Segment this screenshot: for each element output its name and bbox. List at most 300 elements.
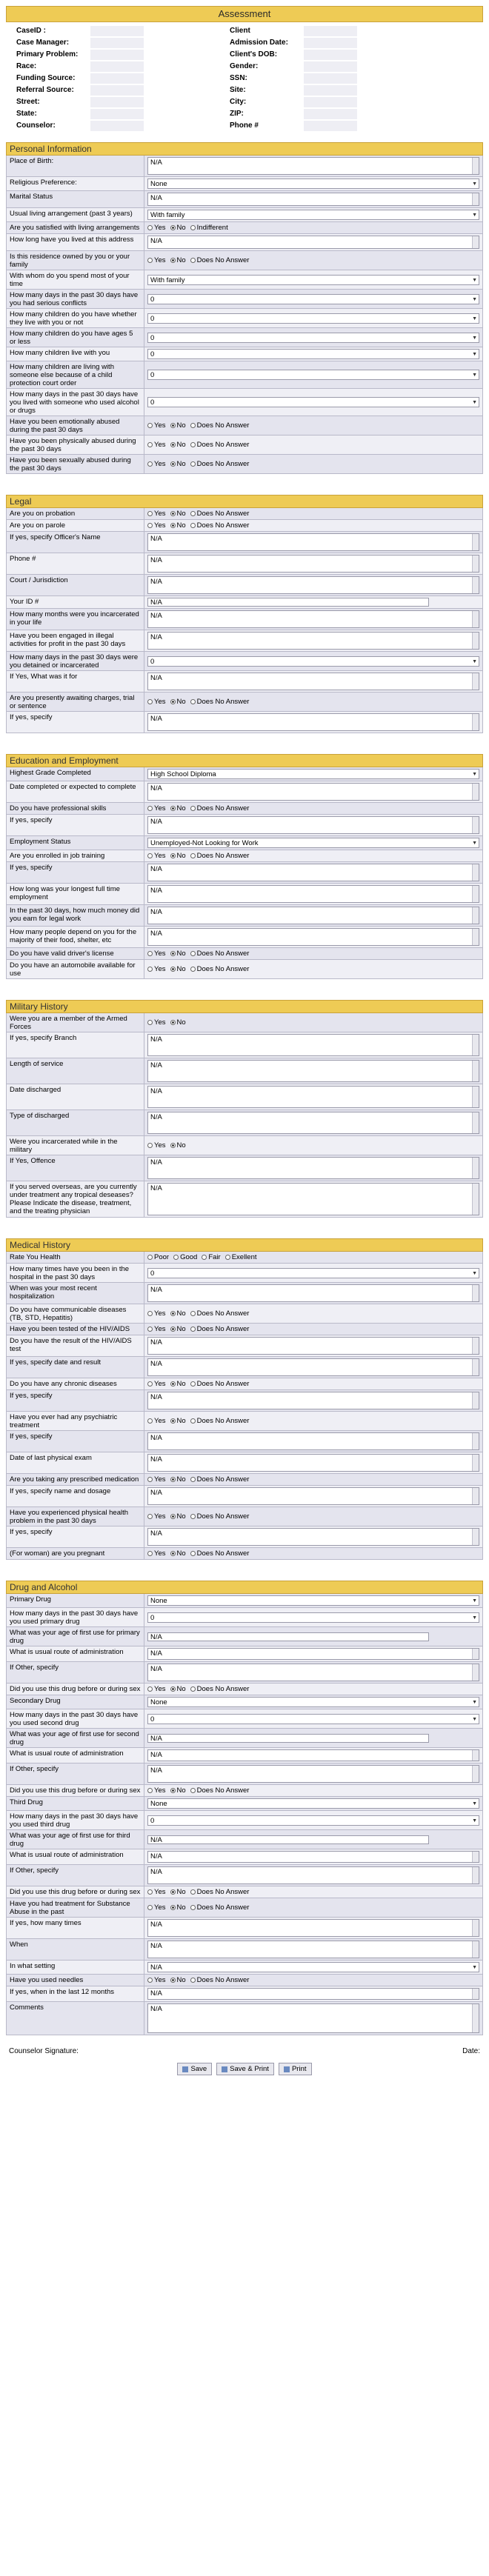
radio-icon bbox=[202, 1255, 207, 1260]
scrollbar[interactable] bbox=[472, 1529, 479, 1545]
select-field[interactable] bbox=[147, 294, 479, 304]
radio-option[interactable] bbox=[170, 804, 186, 812]
form-row bbox=[7, 1608, 482, 1627]
select-value: 0 bbox=[150, 398, 155, 407]
textarea-field[interactable] bbox=[147, 1358, 479, 1376]
radio-option[interactable] bbox=[170, 698, 186, 706]
radio-label: Does No Answer bbox=[196, 1685, 250, 1693]
scrollbar[interactable] bbox=[472, 236, 479, 248]
scrollbar[interactable] bbox=[472, 929, 479, 945]
radio-label: Does No Answer bbox=[196, 804, 250, 812]
scrollbar[interactable] bbox=[472, 577, 479, 593]
radio-option[interactable] bbox=[202, 1253, 220, 1261]
radio-group bbox=[147, 1141, 186, 1149]
textarea-field[interactable] bbox=[147, 1112, 479, 1134]
header-label: Referral Source: bbox=[16, 86, 74, 94]
radio-option[interactable] bbox=[190, 965, 250, 973]
textarea-field[interactable] bbox=[147, 236, 479, 249]
text-input[interactable] bbox=[147, 1632, 429, 1641]
textarea-field[interactable] bbox=[147, 1919, 479, 1937]
radio-option[interactable] bbox=[190, 1976, 250, 1984]
radio-option[interactable] bbox=[147, 1888, 166, 1896]
radio-option[interactable] bbox=[147, 1903, 166, 1912]
textarea-field[interactable] bbox=[147, 1157, 479, 1179]
radio-option[interactable] bbox=[170, 965, 186, 973]
form-row bbox=[7, 455, 482, 474]
radio-option[interactable] bbox=[190, 1309, 250, 1318]
field-label: If Other, specify bbox=[7, 1764, 144, 1784]
radio-option[interactable] bbox=[190, 1325, 250, 1333]
scrollbar[interactable] bbox=[472, 886, 479, 902]
select-field[interactable] bbox=[147, 349, 479, 359]
field-label: If yes, specify bbox=[7, 1390, 144, 1411]
select-value: 0 bbox=[150, 657, 155, 666]
form-row bbox=[7, 508, 482, 520]
radio-option[interactable] bbox=[173, 1253, 197, 1261]
form-row bbox=[7, 1335, 482, 1357]
radio-option[interactable] bbox=[147, 1417, 166, 1425]
scrollbar[interactable] bbox=[472, 1112, 479, 1133]
scrollbar[interactable] bbox=[472, 1184, 479, 1215]
form-row bbox=[7, 1785, 482, 1797]
form-row bbox=[7, 630, 482, 652]
radio-option[interactable] bbox=[190, 1417, 250, 1425]
radio-option[interactable] bbox=[147, 1309, 166, 1318]
textarea-field[interactable] bbox=[147, 1941, 479, 1958]
radio-option[interactable] bbox=[147, 804, 166, 812]
radio-option[interactable] bbox=[147, 1380, 166, 1388]
field-control bbox=[144, 862, 482, 883]
textarea-field[interactable] bbox=[147, 673, 479, 690]
scrollbar[interactable] bbox=[472, 1392, 479, 1409]
radio-option[interactable] bbox=[147, 1976, 166, 1984]
chevron-down-icon: ▼ bbox=[472, 841, 477, 846]
radio-icon bbox=[170, 806, 176, 811]
radio-option[interactable] bbox=[190, 460, 250, 468]
field-control bbox=[144, 1797, 482, 1810]
field-label: How long have you lived at this address bbox=[7, 234, 144, 250]
select-field[interactable] bbox=[147, 1595, 479, 1606]
select-field[interactable] bbox=[147, 1714, 479, 1724]
field-label: Employment Status bbox=[7, 836, 144, 850]
form-row bbox=[7, 177, 482, 191]
radio-option[interactable] bbox=[190, 1888, 250, 1896]
radio-label: Does No Answer bbox=[196, 1512, 250, 1521]
radio-option[interactable] bbox=[147, 1512, 166, 1521]
field-control bbox=[144, 1431, 482, 1452]
field-label: When bbox=[7, 1939, 144, 1960]
radio-option[interactable] bbox=[170, 1475, 186, 1484]
textarea-field[interactable] bbox=[147, 1749, 479, 1761]
scrollbar[interactable] bbox=[472, 633, 479, 649]
field-control bbox=[144, 347, 482, 361]
radio-option[interactable] bbox=[170, 1903, 186, 1912]
radio-option[interactable] bbox=[147, 510, 166, 518]
radio-icon bbox=[173, 1255, 179, 1260]
form-row bbox=[7, 251, 482, 270]
radio-icon bbox=[147, 461, 153, 467]
text-input[interactable] bbox=[147, 1734, 429, 1743]
textarea-field[interactable] bbox=[147, 1432, 479, 1450]
textarea-value: N/A bbox=[150, 1455, 162, 1464]
textarea-field[interactable] bbox=[147, 907, 479, 924]
radio-option[interactable] bbox=[170, 1512, 186, 1521]
radio-label: Yes bbox=[154, 441, 166, 449]
field-label: How many children live with you bbox=[7, 347, 144, 361]
scrollbar[interactable] bbox=[472, 864, 479, 881]
select-field[interactable] bbox=[147, 1815, 479, 1826]
scrollbar[interactable] bbox=[472, 1061, 479, 1081]
chevron-down-icon: ▼ bbox=[472, 335, 477, 341]
select-field[interactable] bbox=[147, 838, 479, 848]
radio-icon bbox=[170, 1311, 176, 1316]
radio-option[interactable] bbox=[170, 256, 186, 264]
scrollbar[interactable] bbox=[472, 193, 479, 205]
radio-option[interactable] bbox=[190, 852, 250, 860]
radio-option[interactable] bbox=[147, 950, 166, 958]
textarea-value: N/A bbox=[150, 194, 162, 202]
scrollbar[interactable] bbox=[472, 1941, 479, 1958]
select-value: None bbox=[150, 1597, 167, 1605]
textarea-field[interactable] bbox=[147, 816, 479, 834]
form-row bbox=[7, 1986, 482, 2002]
textarea-field[interactable] bbox=[147, 1034, 479, 1056]
scrollbar[interactable] bbox=[472, 1989, 479, 1999]
radio-option[interactable] bbox=[190, 1549, 250, 1558]
scrollbar[interactable] bbox=[472, 1750, 479, 1761]
select-field[interactable] bbox=[147, 1962, 479, 1972]
radio-option[interactable] bbox=[170, 1417, 186, 1425]
select-field[interactable] bbox=[147, 1697, 479, 1707]
radio-option[interactable] bbox=[170, 224, 186, 232]
radio-label: No bbox=[176, 1685, 186, 1693]
radio-label: Yes bbox=[154, 1549, 166, 1558]
radio-option[interactable] bbox=[147, 1786, 166, 1795]
scrollbar[interactable] bbox=[472, 1488, 479, 1504]
radio-label: Yes bbox=[154, 1309, 166, 1318]
header-label: Site: bbox=[230, 86, 246, 94]
textarea-field[interactable] bbox=[147, 713, 479, 731]
textarea-field[interactable] bbox=[147, 1664, 479, 1681]
radio-option[interactable] bbox=[147, 224, 166, 232]
text-input[interactable] bbox=[147, 1835, 429, 1844]
radio-option[interactable] bbox=[170, 421, 186, 430]
radio-option[interactable] bbox=[170, 1380, 186, 1388]
form-row bbox=[7, 1849, 482, 1865]
radio-option[interactable] bbox=[190, 441, 250, 449]
header-label: Counselor: bbox=[16, 121, 56, 130]
radio-option[interactable] bbox=[147, 1018, 166, 1027]
scrollbar[interactable] bbox=[472, 534, 479, 550]
scrollbar[interactable] bbox=[472, 714, 479, 730]
radio-option[interactable] bbox=[147, 1325, 166, 1333]
select-field[interactable] bbox=[147, 769, 479, 779]
radio-option[interactable] bbox=[170, 1325, 186, 1333]
radio-icon bbox=[170, 967, 176, 972]
header-value bbox=[304, 97, 357, 107]
form-row bbox=[7, 1252, 482, 1264]
field-label: Are you taking any prescribed medication bbox=[7, 1474, 144, 1485]
textarea-field[interactable] bbox=[147, 885, 479, 903]
radio-icon bbox=[170, 1686, 176, 1692]
radio-icon bbox=[170, 1418, 176, 1424]
form-row bbox=[7, 1865, 482, 1886]
textarea-field[interactable] bbox=[147, 783, 479, 801]
field-control bbox=[144, 575, 482, 595]
textarea-field[interactable] bbox=[147, 1765, 479, 1783]
radio-group bbox=[147, 224, 228, 232]
textarea-value: N/A bbox=[150, 1286, 162, 1294]
scrollbar[interactable] bbox=[472, 673, 479, 690]
radio-option[interactable] bbox=[170, 460, 186, 468]
textarea-field[interactable] bbox=[147, 1528, 479, 1546]
field-label: How many times have you been in the hospital in the past 30 days bbox=[7, 1264, 144, 1282]
radio-icon bbox=[170, 1477, 176, 1482]
field-control bbox=[144, 1646, 482, 1661]
radio-icon bbox=[147, 1477, 153, 1482]
radio-option[interactable] bbox=[190, 1475, 250, 1484]
radio-option[interactable] bbox=[190, 1512, 250, 1521]
radio-option[interactable] bbox=[170, 1976, 186, 1984]
radio-option[interactable] bbox=[190, 804, 250, 812]
radio-option[interactable] bbox=[190, 698, 250, 706]
field-control bbox=[144, 1918, 482, 1938]
textarea-field[interactable] bbox=[147, 1284, 479, 1302]
field-control bbox=[144, 508, 482, 519]
radio-option[interactable] bbox=[147, 698, 166, 706]
radio-option[interactable] bbox=[147, 1475, 166, 1484]
textarea-field[interactable] bbox=[147, 928, 479, 946]
select-field[interactable] bbox=[147, 397, 479, 407]
radio-option[interactable] bbox=[190, 1786, 250, 1795]
form-section bbox=[6, 1581, 483, 2035]
select-field[interactable] bbox=[147, 1612, 479, 1623]
textarea-field[interactable] bbox=[147, 157, 479, 175]
radio-option[interactable] bbox=[147, 441, 166, 449]
scrollbar[interactable] bbox=[472, 2004, 479, 2032]
radio-group bbox=[147, 460, 249, 468]
select-field[interactable] bbox=[147, 210, 479, 220]
scrollbar[interactable] bbox=[472, 611, 479, 627]
textarea-value: N/A bbox=[150, 1393, 162, 1401]
field-label: When was your most recent hospitalization bbox=[7, 1283, 144, 1304]
save-label: Save bbox=[190, 2065, 207, 2073]
header-value bbox=[90, 85, 144, 96]
radio-icon bbox=[170, 523, 176, 528]
radio-label: Does No Answer bbox=[196, 698, 250, 706]
field-label: Have you experienced physical health problem in the past 30 days bbox=[7, 1507, 144, 1526]
select-value: None bbox=[150, 1800, 167, 1808]
radio-icon bbox=[190, 1477, 196, 1482]
textarea-value: N/A bbox=[150, 2005, 162, 2013]
textarea-field[interactable] bbox=[147, 1648, 479, 1660]
scrollbar[interactable] bbox=[472, 1338, 479, 1354]
scrollbar[interactable] bbox=[472, 1867, 479, 1883]
scrollbar[interactable] bbox=[472, 1455, 479, 1471]
header-label: Client's DOB: bbox=[230, 50, 278, 59]
radio-option[interactable] bbox=[147, 1549, 166, 1558]
textarea-field[interactable] bbox=[147, 1487, 479, 1505]
radio-option[interactable] bbox=[170, 510, 186, 518]
field-label: Are you on parole bbox=[7, 520, 144, 531]
radio-group bbox=[147, 1976, 249, 1984]
radio-option[interactable] bbox=[170, 1141, 186, 1149]
textarea-field[interactable] bbox=[147, 193, 479, 206]
radio-option[interactable] bbox=[170, 1685, 186, 1693]
scrollbar[interactable] bbox=[472, 1359, 479, 1375]
scrollbar[interactable] bbox=[472, 1087, 479, 1107]
field-control bbox=[144, 1526, 482, 1547]
form-row bbox=[7, 1830, 482, 1849]
textarea-value: N/A bbox=[150, 1061, 162, 1070]
scrollbar[interactable] bbox=[472, 1852, 479, 1862]
textarea-field[interactable] bbox=[147, 1988, 479, 2000]
field-control bbox=[144, 1662, 482, 1683]
field-control bbox=[144, 1058, 482, 1084]
textarea-field[interactable] bbox=[147, 2003, 479, 2033]
radio-icon bbox=[190, 1327, 196, 1332]
radio-label: No bbox=[176, 510, 186, 518]
radio-icon bbox=[190, 806, 196, 811]
radio-option[interactable] bbox=[170, 441, 186, 449]
field-label: Place of Birth: bbox=[7, 156, 144, 176]
field-control bbox=[144, 1136, 482, 1155]
select-field[interactable] bbox=[147, 370, 479, 380]
radio-option[interactable] bbox=[147, 1685, 166, 1693]
header-label: Race: bbox=[16, 62, 37, 70]
form-row bbox=[7, 1684, 482, 1695]
radio-option[interactable] bbox=[170, 1309, 186, 1318]
scrollbar[interactable] bbox=[472, 1649, 479, 1659]
save-button[interactable] bbox=[177, 2063, 212, 2075]
radio-option[interactable] bbox=[147, 460, 166, 468]
radio-option[interactable] bbox=[147, 256, 166, 264]
radio-option[interactable] bbox=[190, 224, 228, 232]
scrollbar[interactable] bbox=[472, 1158, 479, 1178]
radio-icon bbox=[190, 1889, 196, 1895]
select-field[interactable] bbox=[147, 313, 479, 324]
radio-option[interactable] bbox=[147, 521, 166, 530]
radio-option[interactable] bbox=[190, 510, 250, 518]
form-row bbox=[7, 1084, 482, 1110]
scrollbar[interactable] bbox=[472, 1664, 479, 1681]
form-row bbox=[7, 1324, 482, 1335]
radio-option[interactable] bbox=[147, 1141, 166, 1149]
radio-option[interactable] bbox=[190, 421, 250, 430]
radio-option[interactable] bbox=[170, 1549, 186, 1558]
radio-option[interactable] bbox=[190, 1903, 250, 1912]
textarea-field[interactable] bbox=[147, 1392, 479, 1409]
radio-option[interactable] bbox=[190, 1685, 250, 1693]
select-field[interactable] bbox=[147, 1798, 479, 1809]
textarea-field[interactable] bbox=[147, 555, 479, 573]
scrollbar[interactable] bbox=[472, 1035, 479, 1055]
scrollbar[interactable] bbox=[472, 907, 479, 924]
form-row bbox=[7, 803, 482, 815]
radio-option[interactable] bbox=[170, 1018, 186, 1027]
radio-option[interactable] bbox=[147, 852, 166, 860]
textarea-field[interactable] bbox=[147, 864, 479, 881]
field-control bbox=[144, 609, 482, 630]
radio-option[interactable] bbox=[170, 852, 186, 860]
radio-option[interactable] bbox=[170, 521, 186, 530]
radio-option[interactable] bbox=[147, 421, 166, 430]
client-header bbox=[6, 22, 483, 132]
field-label: In the past 30 days, how much money did you earn for legal work bbox=[7, 905, 144, 926]
select-value: 0 bbox=[150, 1269, 155, 1278]
form-section bbox=[6, 1238, 483, 1560]
radio-option[interactable] bbox=[190, 521, 250, 530]
select-field[interactable] bbox=[147, 1268, 479, 1278]
radio-option[interactable] bbox=[170, 1888, 186, 1896]
scrollbar[interactable] bbox=[472, 1285, 479, 1301]
radio-option[interactable] bbox=[147, 965, 166, 973]
textarea-field[interactable] bbox=[147, 632, 479, 650]
textarea-field[interactable] bbox=[147, 1866, 479, 1884]
radio-option[interactable] bbox=[190, 950, 250, 958]
radio-option[interactable] bbox=[190, 1380, 250, 1388]
print-button[interactable] bbox=[279, 2063, 312, 2075]
field-label: If yes, when in the last 12 months bbox=[7, 1986, 144, 2001]
textarea-field[interactable] bbox=[147, 1086, 479, 1108]
form-row bbox=[7, 1548, 482, 1560]
textarea-field[interactable] bbox=[147, 1337, 479, 1355]
radio-icon bbox=[170, 442, 176, 447]
text-input[interactable] bbox=[147, 598, 429, 607]
form-row bbox=[7, 1811, 482, 1830]
radio-option[interactable] bbox=[147, 1253, 169, 1261]
radio-option[interactable] bbox=[170, 950, 186, 958]
field-label: What is usual route of administration bbox=[7, 1849, 144, 1864]
textarea-field[interactable] bbox=[147, 610, 479, 628]
scrollbar[interactable] bbox=[472, 784, 479, 800]
radio-option[interactable] bbox=[225, 1253, 257, 1261]
radio-icon bbox=[170, 1978, 176, 1983]
field-control bbox=[144, 1709, 482, 1728]
radio-icon bbox=[190, 1905, 196, 1910]
select-field[interactable] bbox=[147, 275, 479, 285]
select-field[interactable] bbox=[147, 656, 479, 667]
field-label: If yes, specify bbox=[7, 712, 144, 733]
radio-option[interactable] bbox=[170, 1786, 186, 1795]
textarea-field[interactable] bbox=[147, 1454, 479, 1472]
scrollbar[interactable] bbox=[472, 1433, 479, 1449]
textarea-field[interactable] bbox=[147, 1060, 479, 1082]
radio-icon bbox=[147, 1311, 153, 1316]
select-field[interactable] bbox=[147, 178, 479, 189]
scrollbar[interactable] bbox=[472, 555, 479, 572]
textarea-field[interactable] bbox=[147, 576, 479, 594]
header-label: Gender: bbox=[230, 62, 259, 70]
textarea-field[interactable] bbox=[147, 533, 479, 551]
radio-option[interactable] bbox=[190, 256, 250, 264]
textarea-field[interactable] bbox=[147, 1183, 479, 1215]
scrollbar[interactable] bbox=[472, 1920, 479, 1936]
field-label: If Other, specify bbox=[7, 1662, 144, 1683]
scrollbar[interactable] bbox=[472, 158, 479, 174]
input-value: N/A bbox=[150, 598, 162, 607]
chevron-down-icon: ▼ bbox=[472, 658, 477, 664]
radio-icon bbox=[170, 853, 176, 858]
radio-label: No bbox=[176, 421, 186, 430]
textarea-field[interactable] bbox=[147, 1851, 479, 1863]
scrollbar[interactable] bbox=[472, 817, 479, 833]
radio-label: No bbox=[176, 1512, 186, 1521]
save-print-button[interactable] bbox=[216, 2063, 274, 2075]
radio-label: No bbox=[176, 1786, 186, 1795]
select-field[interactable] bbox=[147, 333, 479, 343]
scrollbar[interactable] bbox=[472, 1766, 479, 1782]
